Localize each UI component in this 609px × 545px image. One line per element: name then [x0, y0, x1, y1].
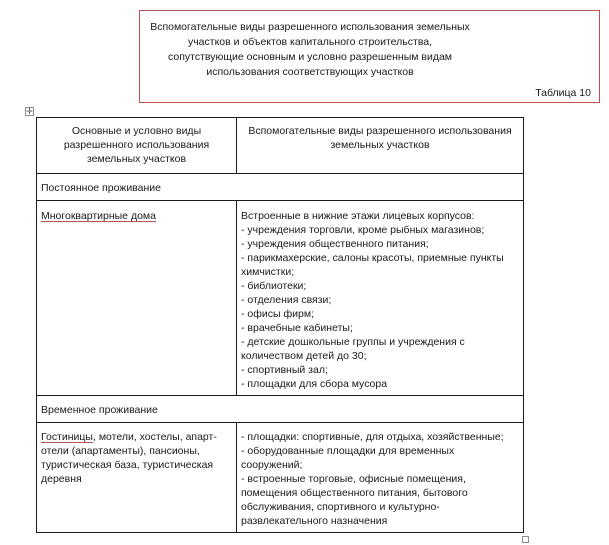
caption-line: участков и объектов капитального строительства,: [187, 36, 433, 48]
table-row: [37, 423, 524, 533]
table-row: [37, 201, 524, 396]
section-row-permanent: [37, 174, 524, 201]
caption-line: Вспомогательные виды разрешенного использования земельных: [150, 21, 470, 33]
aux-use-cell: - площадки: спортивные, для отдыха, хозяйственные; - оборудованные площадки для временных сооружений; - встроенные торговые, офисные помещения, помещения общественного питания, бытового обслуживания, спортивного и культурно- развлекательного назначения: [237, 423, 524, 533]
table-caption-box: [139, 10, 600, 103]
section-row-temporary: [37, 396, 524, 423]
land-use-table: [36, 117, 524, 533]
section-title: Временное проживание: [37, 396, 524, 423]
table-resize-handle-icon[interactable]: [522, 536, 529, 543]
header-main-uses: Основные и условно виды разрешенного использования земельных участков: [37, 118, 237, 174]
section-title: Постоянное проживание: [37, 174, 524, 201]
main-use-cell: [37, 201, 237, 396]
aux-use-cell: Встроенные в нижние этажи лицевых корпусов: - учреждения торговли, кроме рыбных магазинов; - учреждения общественного питания; - парикмахерские, салоны красоты, приемные пункты химчистки; - библиотеки; - отделения связи; - офисы фирм; - врачебные кабинеты; - детские дошкольные группы и учреждения с количеством детей до 30; - спортивный зал; - площадки для сбора мусора: [237, 201, 524, 396]
table-caption: [140, 20, 480, 80]
caption-line: использования соответствующих участков: [206, 66, 414, 78]
main-use-name: Гостиницы: [41, 431, 93, 443]
table-number: Таблица 10: [535, 87, 591, 99]
main-use-cell: Гостиницы, мотели, хостелы, апарт- отели (апартаменты), пансионы, туристическая база, туристическая деревня: [37, 423, 237, 533]
caption-line: сопутствующие основным и условно разрешенным видам: [167, 51, 453, 63]
table-header-row: [37, 118, 524, 174]
header-aux-uses: Вспомогательные виды разрешенного использования земельных участков: [237, 118, 524, 174]
main-use-name: Многоквартирные дома: [41, 210, 156, 222]
table-move-handle-icon[interactable]: ✛: [26, 107, 33, 116]
